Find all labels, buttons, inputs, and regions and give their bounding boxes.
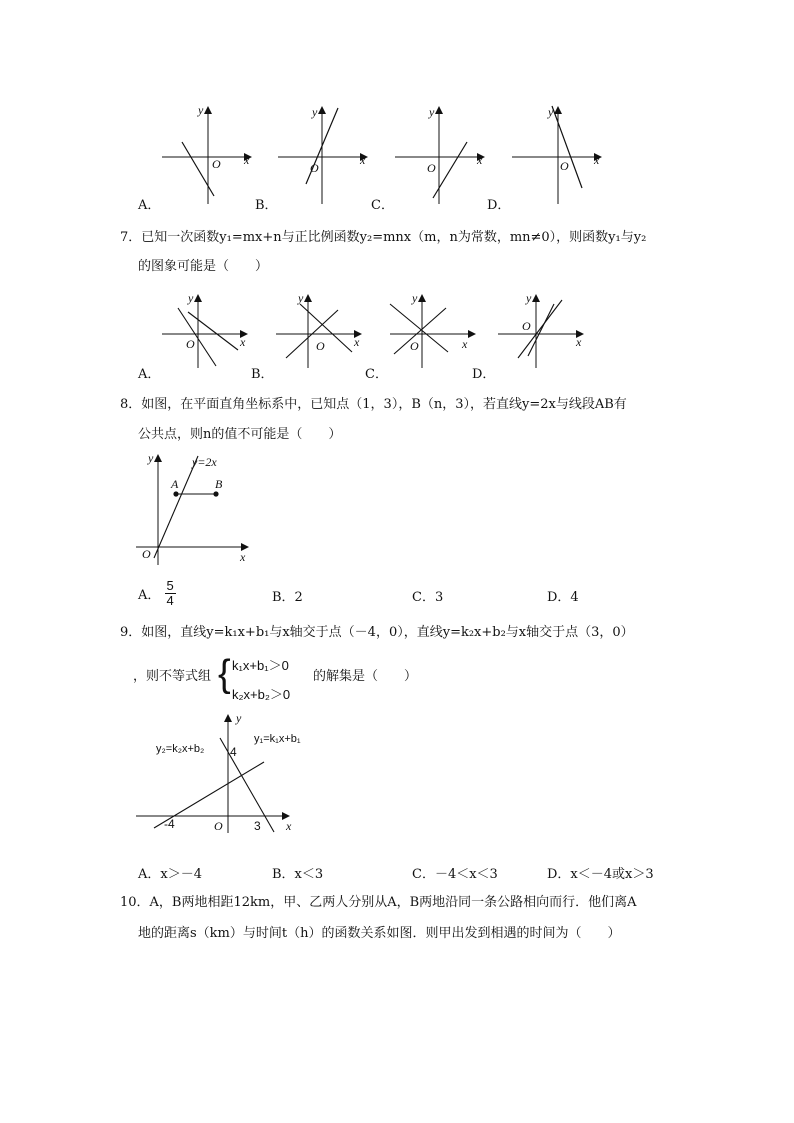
svg-text:O: O xyxy=(410,339,419,353)
q8-stem-line2: 公共点，则n的值不可能是（ ） xyxy=(138,427,342,442)
point-a xyxy=(173,491,178,496)
q8-figure xyxy=(136,450,266,570)
svg-text:x: x xyxy=(594,153,600,167)
q7-stem-line2: 的图象可能是（ ） xyxy=(138,259,269,274)
q9-figure xyxy=(136,708,316,838)
q7-option-b[interactable]: B． xyxy=(251,367,274,382)
svg-text:y: y xyxy=(236,711,242,725)
q10-stem-line2: 地的距离s（km）与时间t（h）的函数关系如图．则甲出发到相遇的时间为（ ） xyxy=(138,926,621,941)
axis-y-label: y xyxy=(198,103,204,117)
svg-text:O: O xyxy=(214,819,223,833)
q8-option-d[interactable]: D．4 xyxy=(547,590,579,605)
svg-text:O: O xyxy=(310,161,319,175)
line-label: y=2x xyxy=(192,455,217,469)
svg-text:x: x xyxy=(286,819,292,833)
svg-text:x: x xyxy=(477,153,483,167)
y2-line-label: y₂=k₂x+b₂ xyxy=(156,743,205,755)
svg-text:x: x xyxy=(240,335,246,349)
q8-stem-line1: 8．如图，在平面直角坐标系中，已知点（1，3），B（n，3），若直线y=2x与线段AB有 xyxy=(120,397,627,412)
q9-inequality-1: k₁x+b₁＞0 xyxy=(232,658,289,673)
q7-graph-a xyxy=(160,290,260,370)
tick-4: 4 xyxy=(230,745,237,759)
q7-stem-line1: 7．已知一次函数y₁=mx+n与正比例函数y₂=mnx（m，n为常数，mn≠0），则函数y₁与y₂ xyxy=(120,230,647,245)
svg-text:O: O xyxy=(522,319,531,333)
q9-stem-line1: 9．如图，直线y=k₁x+b₁与x轴交于点（－4，0），直线y=k₂x+b₂与x轴交于点（3，0） xyxy=(120,625,634,640)
tick-3: 3 xyxy=(254,819,261,833)
point-a-label: A xyxy=(171,477,179,491)
q9-brace: { xyxy=(218,653,231,695)
q9-option-c[interactable]: C．－4＜x＜3 xyxy=(412,867,498,882)
svg-text:x: x xyxy=(576,335,582,349)
point-b-label: B xyxy=(215,477,223,491)
q10-stem-line1: 10．A，B两地相距12km，甲、乙两人分别从A，B两地沿同一条公路相向而行．他们离A xyxy=(120,895,637,910)
svg-text:O: O xyxy=(186,337,195,351)
q6-option-c[interactable]: C． xyxy=(371,198,394,213)
q7-graph-b xyxy=(274,290,374,370)
svg-text:y: y xyxy=(412,291,418,305)
q6-graph-c xyxy=(393,100,493,205)
q6-option-d[interactable]: D． xyxy=(487,198,511,213)
q7-option-a[interactable]: A． xyxy=(138,367,161,382)
q7-graph-d xyxy=(496,290,596,370)
q8-option-a[interactable]: A． $\frac{5}{4}$ xyxy=(138,578,174,608)
q7-graph-c xyxy=(388,290,488,370)
svg-text:O: O xyxy=(142,547,151,561)
q9-option-d[interactable]: D．x＜－4或x＞3 xyxy=(547,867,654,882)
svg-text:y: y xyxy=(312,105,318,119)
svg-text:O: O xyxy=(316,339,325,353)
svg-text:y: y xyxy=(548,105,554,119)
svg-text:y: y xyxy=(148,451,154,465)
q7-option-c[interactable]: C． xyxy=(365,367,388,382)
q9-option-a[interactable]: A．x＞－4 xyxy=(138,867,202,882)
svg-text:x: x xyxy=(360,153,366,167)
q6-graph-d xyxy=(510,100,610,205)
q6-graph-b xyxy=(276,100,376,205)
axis-x-label: x xyxy=(244,153,250,167)
origin-label: O xyxy=(212,157,221,171)
svg-text:y: y xyxy=(298,291,304,305)
svg-text:x: x xyxy=(240,550,246,564)
svg-text:x: x xyxy=(462,337,468,351)
q9-inequality-2: k₂x+b₂＞0 xyxy=(232,687,291,702)
q6-option-a[interactable]: A． xyxy=(138,198,161,213)
tick-minus-4: -4 xyxy=(164,817,175,831)
q8-option-b[interactable]: B．2 xyxy=(272,590,303,605)
svg-text:O: O xyxy=(427,161,436,175)
y1-line-label: y₁=k₁x+b₁ xyxy=(254,733,301,745)
svg-text:O: O xyxy=(560,159,569,173)
svg-text:y: y xyxy=(526,291,532,305)
q7-option-d[interactable]: D． xyxy=(472,367,496,382)
q9-stem-suffix: 的解集是（ ） xyxy=(313,669,418,684)
point-b xyxy=(213,491,218,496)
svg-text:x: x xyxy=(354,335,360,349)
q8-option-c[interactable]: C．3 xyxy=(412,590,444,605)
svg-text:y: y xyxy=(188,291,194,305)
q6-option-b[interactable]: B． xyxy=(255,198,278,213)
q9-option-b[interactable]: B．x＜3 xyxy=(272,867,324,882)
q6-graph-a xyxy=(160,100,260,205)
q9-stem-prefix: ，则不等式组 xyxy=(133,669,212,684)
svg-text:y: y xyxy=(429,105,435,119)
